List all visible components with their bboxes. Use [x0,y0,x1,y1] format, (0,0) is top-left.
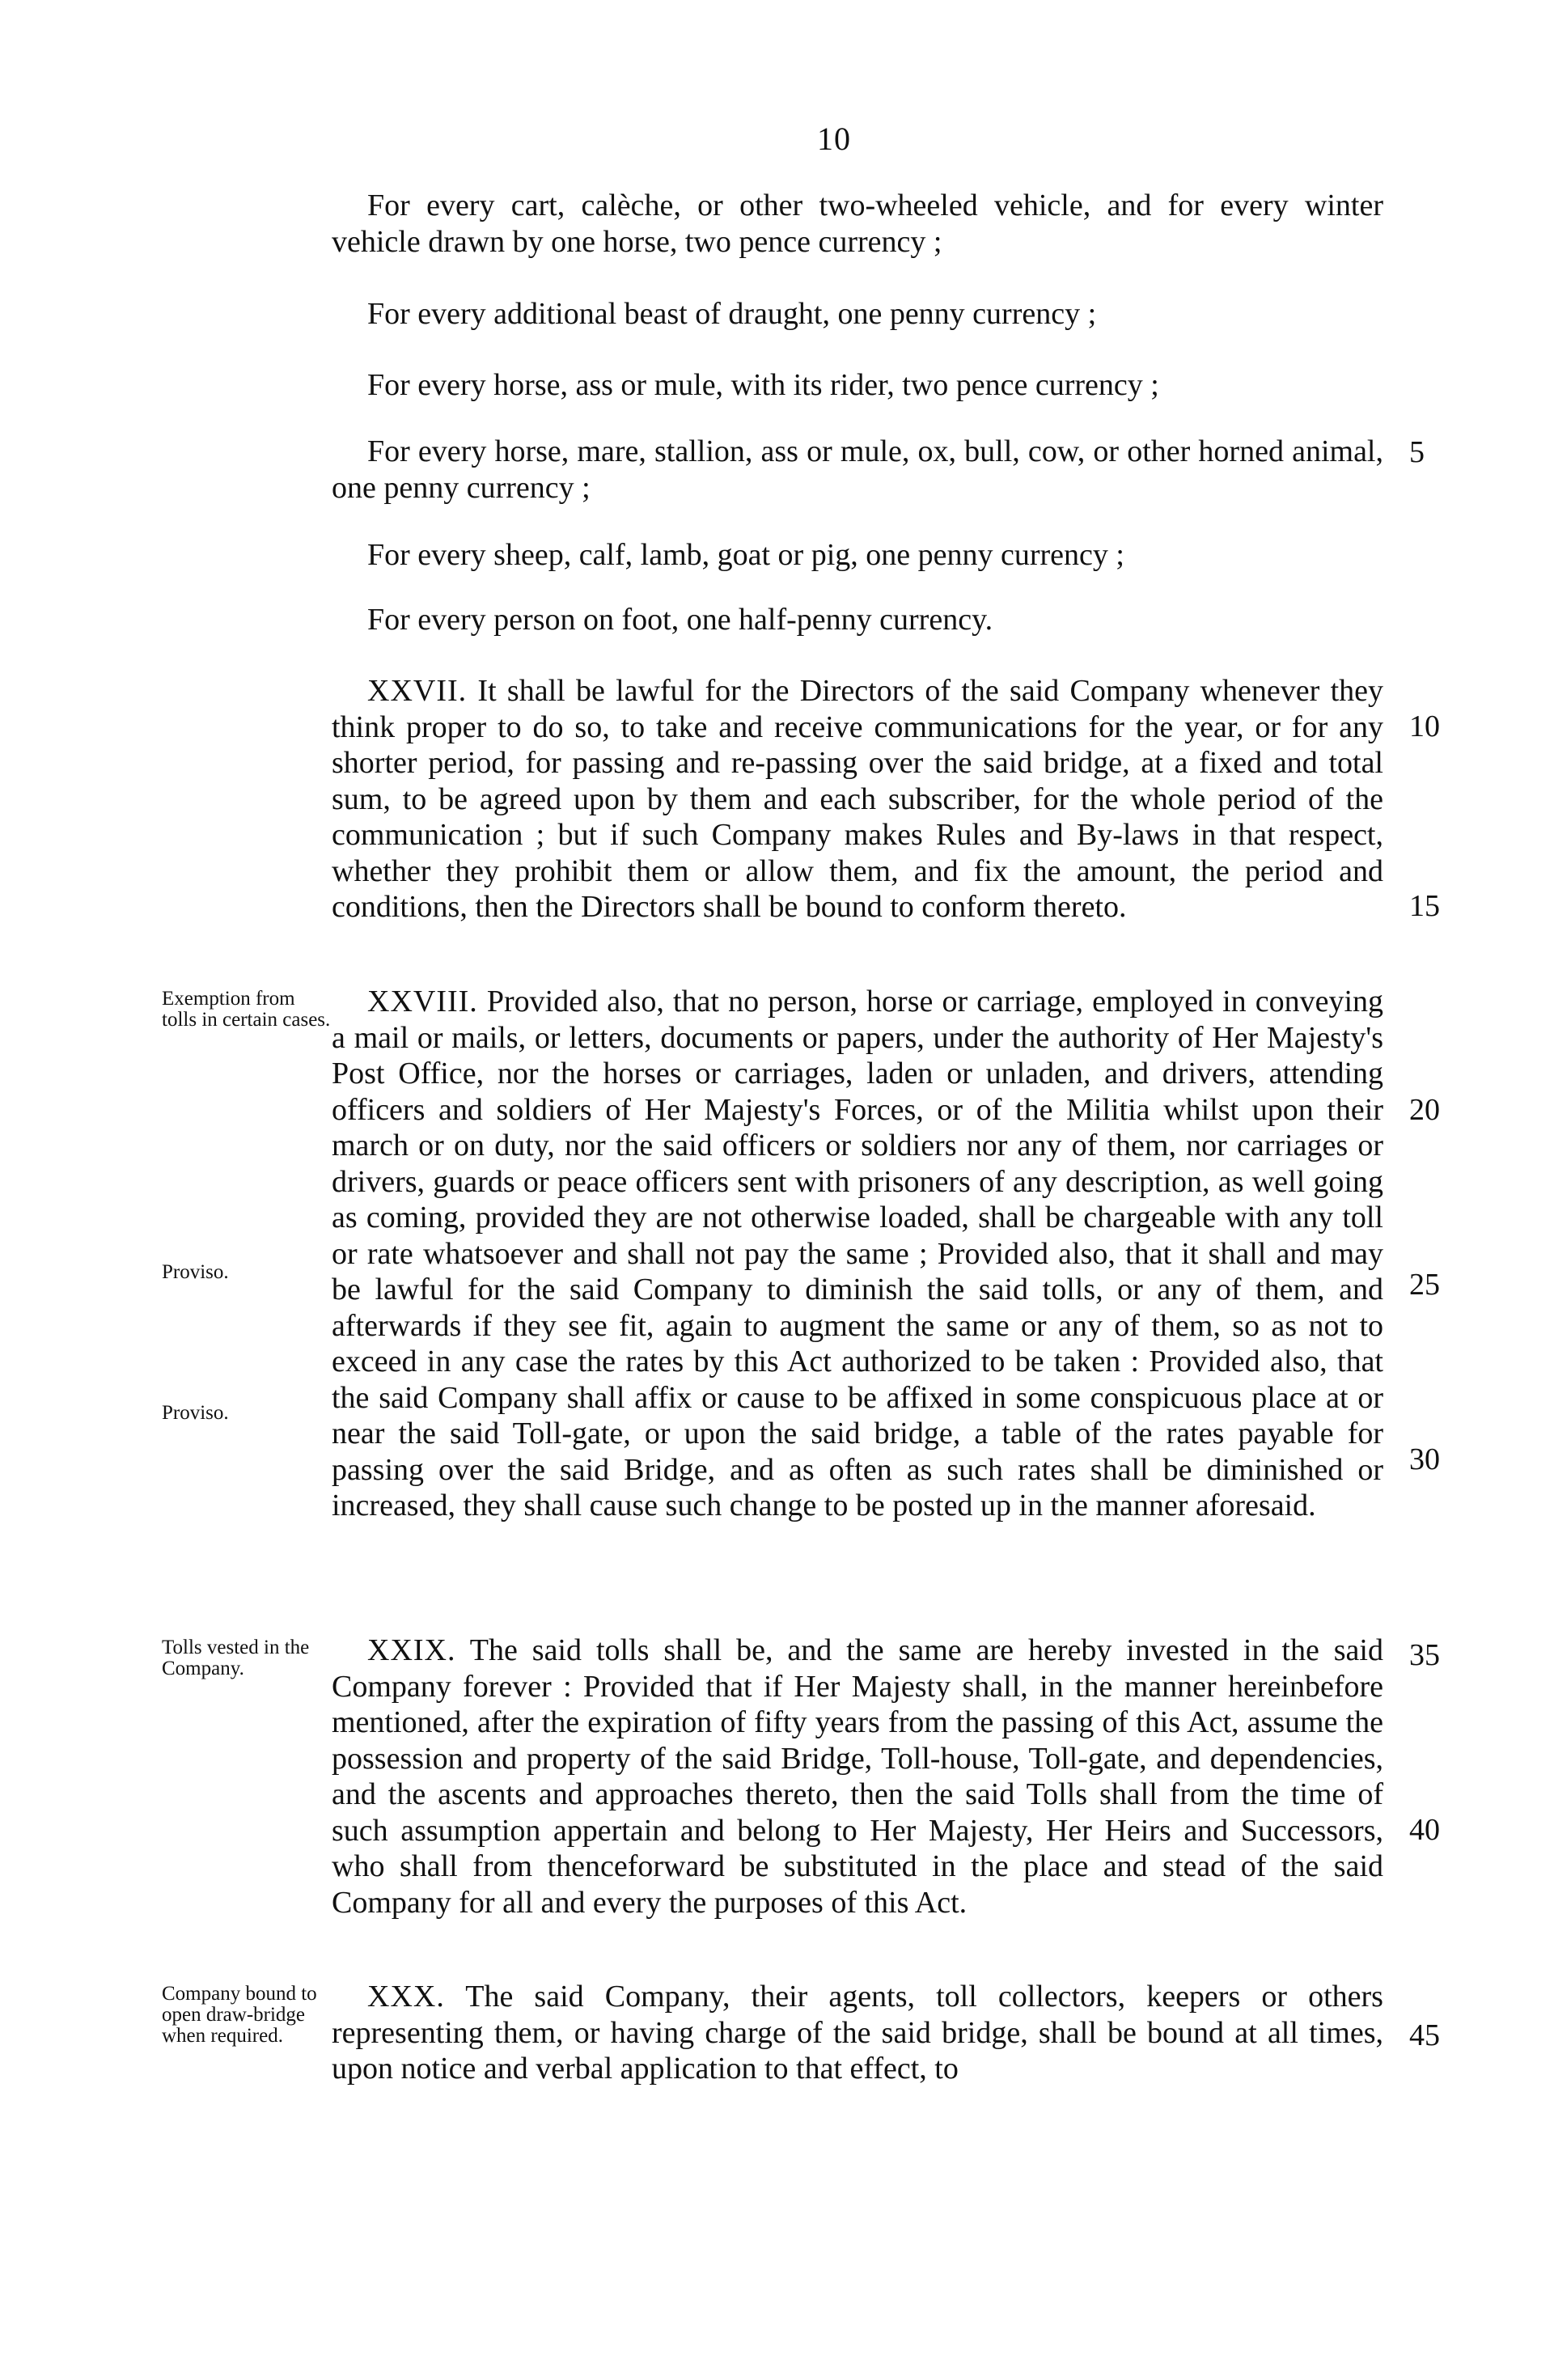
toll-item-4 [332,434,1383,506]
margin-note-proviso: Proviso. [162,1261,229,1283]
section-text: The said Company, their agents, toll collectors, keepers or others representing them, or having charge of the said bridge, shall be bound at all times, upon notice and verbal application to that effect, to [332,1980,1383,2086]
toll-item-2 [332,296,1383,332]
section-number: XXX. [367,1980,445,2014]
section-text: The said tolls shall be, and the same are hereby invested in the said Company forever : Provided that if Her Majesty shall, in the manner hereinbefore mentioned, after the expiration of fifty years from the passing of this Act, assume the possession and property of the said Bridge, Toll-house, Toll-gate, and dependencies, and the ascents and approaches thereto, then the said Tolls shall from the time of such assumption appertain and belong to Her Majesty, Her Heirs and Successors, who shall from thenceforward be substituted in the place and stead of the said Company for all and every the purposes of this Act. [332,1633,1383,1920]
section-xxix [332,1633,1383,1921]
toll-item-6 [332,602,1383,638]
line-number: 35 [1409,1638,1440,1672]
section-paragraph [332,673,1383,925]
section-paragraph [332,1633,1383,1921]
toll-item-text: For every cart, calèche, or other two-wheeled vehicle, and for every winter vehicle drawn by one horse, two pence currency ; [332,188,1383,259]
toll-item-text: For every person on foot, one half-penny currency. [367,603,993,637]
line-number: 20 [1409,1093,1440,1127]
line-number: 5 [1409,435,1425,469]
section-text: Provided also, that no person, horse or carriage, employed in conveying a mail or mails, or letters, documents or papers, under the authority of Her Majesty's Post Office, nor the horses or carriages, laden or unladen, and drivers, attending officers and soldiers of Her Majesty's Forces, or of the Militia whilst upon their march or on duty, nor the said officers or soldiers nor any of them, nor carriages or drivers, guards or peace officers sent with prisoners of any description, as well going as coming, provided they are not otherwise loaded, shall be chargeable with any toll or rate whatsoever and shall not pay the same ; Provided also, that it shall and may be lawful for the said Company to diminish the said tolls, or any of them, and afterwards if they see fit, again to augment the same or any of them, so as not to exceed in any case the rates by this Act authorized to be taken : Provided also, that the said Company shall affix or cause to be affixed in some conspicuous place at or near the said Toll-gate, or upon the said bridge, a table of the rates payable for passing over the said Bridge, and as often as such rates shall be diminished or increased, they shall cause such change to be posted up in the manner aforesaid. [332,985,1384,1522]
toll-item-text: For every horse, ass or mule, with its rider, two pence currency ; [367,368,1159,402]
section-paragraph [332,984,1383,1524]
section-number: XXVII. [367,674,468,708]
section-paragraph [332,1979,1383,2087]
margin-note-tolls-vested: Tolls vested in the Company. [162,1637,310,1679]
section-number: XXVIII. [367,985,478,1018]
toll-item-3 [332,367,1383,404]
section-xxviii [332,984,1383,1524]
line-number: 15 [1409,889,1440,923]
toll-item-text: For every additional beast of draught, one penny currency ; [367,297,1097,331]
section-number: XXIX. [367,1633,456,1667]
toll-item-5 [332,537,1383,574]
margin-note-exemption: Exemption from tolls in certain cases. [162,988,331,1031]
margin-note-proviso: Proviso. [162,1402,229,1424]
line-number: 45 [1409,2018,1440,2052]
section-xxvii [332,673,1383,925]
page-number: 10 [817,121,851,157]
line-number: 10 [1409,709,1440,743]
line-number: 40 [1409,1813,1440,1847]
line-number: 30 [1409,1442,1440,1476]
toll-item-1 [332,188,1383,260]
margin-note-draw-bridge: Company bound to open draw-bridge when required. [162,1983,317,2047]
toll-item-text: For every sheep, calf, lamb, goat or pig, one penny currency ; [367,538,1124,572]
section-xxx [332,1979,1383,2087]
section-text: It shall be lawful for the Directors of the said Company whenever they think proper to do so, to take and receive communications for the year, or for any shorter period, for passing and re-passing over the said bridge, at a fixed and total sum, to be agreed upon by them and each subscriber, for the whole period of the communication ; but if such Company makes Rules and By-laws in that respect, whether they prohibit them or allow them, and fix the amount, the period and conditions, then the Directors shall be bound to conform thereto. [332,674,1383,924]
toll-item-text: For every horse, mare, stallion, ass or mule, ox, bull, cow, or other horned animal, one penny currency ; [332,434,1383,505]
line-number: 25 [1409,1268,1440,1302]
